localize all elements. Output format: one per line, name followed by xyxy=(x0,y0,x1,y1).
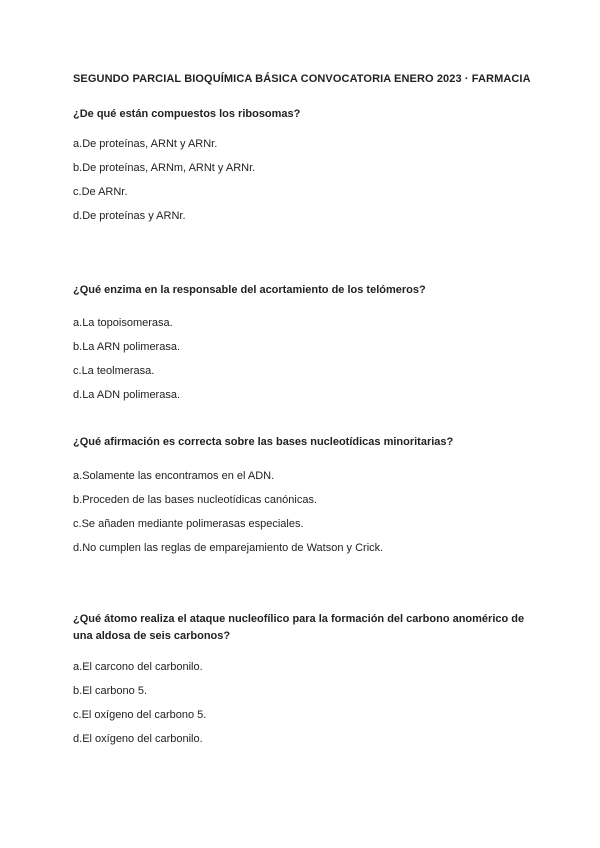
options-list xyxy=(73,469,533,565)
option-a xyxy=(73,137,533,161)
option-a xyxy=(73,469,533,493)
option-c xyxy=(73,364,533,388)
option-a xyxy=(73,660,533,684)
option-text: De proteínas, ARNt y ARNr. xyxy=(82,138,218,150)
options-list xyxy=(73,316,533,412)
option-a xyxy=(73,316,533,340)
option-c xyxy=(73,517,533,541)
options-list xyxy=(73,137,533,233)
option-letter: c. xyxy=(73,365,82,377)
option-text: De proteínas, ARNm, ARNt y ARNr. xyxy=(82,162,256,174)
option-d xyxy=(73,209,533,233)
option-text: El oxígeno del carbonilo. xyxy=(82,733,203,745)
option-b xyxy=(73,340,533,364)
question-text: ¿De qué están compuestos los ribosomas? xyxy=(73,108,301,120)
option-letter: c. xyxy=(73,709,82,721)
question-text: ¿Qué átomo realiza el ataque nucleofílico para la formación del carbono anomérico de una aldosa de seis carbonos? xyxy=(73,613,525,642)
option-c xyxy=(73,708,533,732)
option-text: Solamente las encontramos en el ADN. xyxy=(82,470,275,482)
option-letter: a. xyxy=(73,661,83,673)
option-letter: c. xyxy=(73,186,82,198)
option-d xyxy=(73,388,533,412)
question-text: ¿Qué afirmación es correcta sobre las bases nucleotídicas minoritarias? xyxy=(73,436,454,448)
option-letter: a. xyxy=(73,138,83,150)
question-2 xyxy=(73,282,533,412)
option-text: La ARN polimerasa. xyxy=(82,341,181,353)
question-3 xyxy=(73,434,533,565)
options-list xyxy=(73,660,533,756)
option-text: El carcono del carbonilo. xyxy=(82,661,203,673)
question-1 xyxy=(73,106,533,233)
option-text: El oxígeno del carbono 5. xyxy=(81,709,207,721)
option-letter: b. xyxy=(73,162,83,174)
question-text: ¿Qué enzima en la responsable del acortamiento de los telómeros? xyxy=(73,284,426,296)
option-text: Proceden de las bases nucleotídicas canónicas. xyxy=(82,494,318,506)
option-b xyxy=(73,684,533,708)
option-letter: a. xyxy=(73,470,83,482)
option-text: La teolmerasa. xyxy=(81,365,155,377)
option-text: El carbono 5. xyxy=(82,685,148,697)
option-text: De ARNr. xyxy=(81,186,128,198)
option-text: La ADN polimerasa. xyxy=(82,389,181,401)
option-text: No cumplen las reglas de emparejamiento de Watson y Crick. xyxy=(82,542,384,554)
option-text: De proteínas y ARNr. xyxy=(82,210,186,222)
option-d xyxy=(73,732,533,756)
option-letter: d. xyxy=(73,542,83,554)
question-4 xyxy=(73,611,533,756)
option-text: La topoisomerasa. xyxy=(82,317,173,329)
option-letter: c. xyxy=(73,518,82,530)
option-letter: b. xyxy=(73,341,83,353)
option-letter: a. xyxy=(73,317,83,329)
option-c xyxy=(73,185,533,209)
option-letter: b. xyxy=(73,494,83,506)
option-letter: d. xyxy=(73,733,83,745)
option-letter: b. xyxy=(73,685,83,697)
option-b xyxy=(73,161,533,185)
option-text: Se añaden mediante polimerasas especiales. xyxy=(81,518,304,530)
exam-title: SEGUNDO PARCIAL BIOQUÍMICA BÁSICA CONVOCATORIA ENERO 2023 · FARMACIA xyxy=(73,73,531,85)
option-d xyxy=(73,541,533,565)
option-letter: d. xyxy=(73,389,83,401)
option-b xyxy=(73,493,533,517)
option-letter: d. xyxy=(73,210,83,222)
